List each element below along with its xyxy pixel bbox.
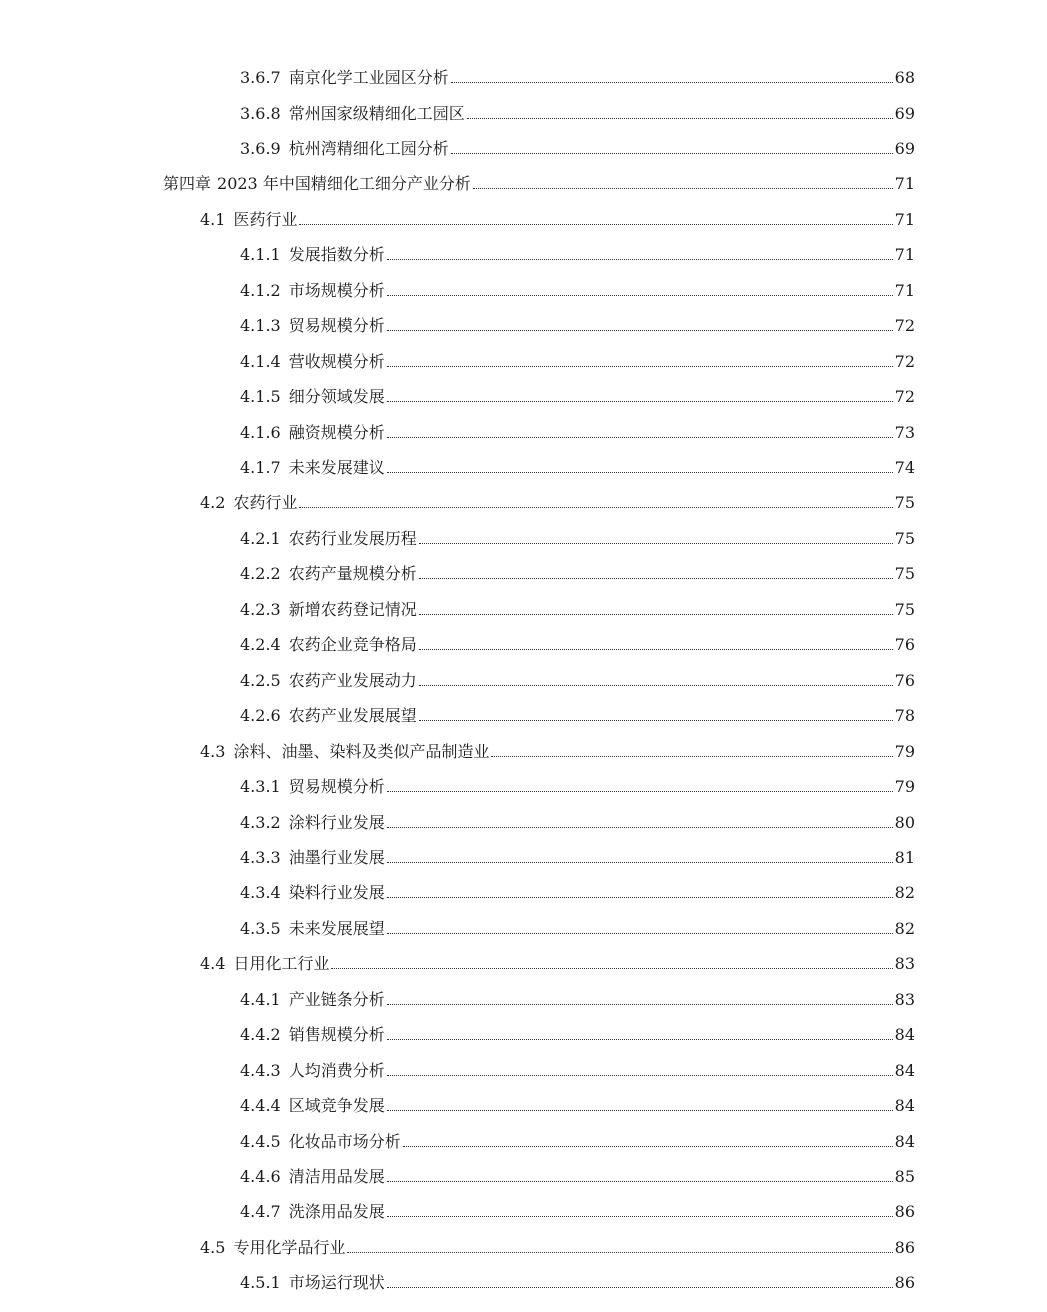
toc-entry-number: 4.3.1 [240,777,281,796]
toc-entry-title: 洗涤用品发展 [288,1202,385,1222]
toc-entry-title: 区域竞争发展 [288,1096,385,1116]
toc-entry-page: 75 [894,528,915,548]
toc-entry-number: 4.3 [200,741,226,761]
toc-entry-number: 4.1.3 [240,316,281,336]
dot-leader [387,897,893,898]
toc-entry-number: 4.1 [200,209,226,229]
toc-entry-title: 市场规模分析 [288,280,385,300]
toc-entry-number: 4.2.3 [240,599,281,619]
toc-entry-page: 79 [894,777,915,796]
toc-entry-number: 3.6.7 [240,68,281,87]
toc-entry-page: 75 [894,599,915,619]
toc-entry-page: 86 [894,1237,915,1257]
dot-leader [419,685,893,686]
toc-entry-page: 71 [894,280,915,300]
toc-entry-page: 69 [894,138,915,158]
toc-entry-number: 4.3.2 [240,812,281,832]
toc-entry-number: 第四章 [163,174,212,194]
toc-entry-title: 未来发展建议 [288,458,385,477]
toc-entry[interactable] [240,1051,915,1081]
toc-entry-number: 4.5 [200,1237,226,1257]
toc-entry-title: 贸易规模分析 [288,316,385,336]
toc-entry-page: 72 [894,351,915,371]
toc-entry-number: 4.5.1 [240,1273,281,1293]
dot-leader [419,614,893,615]
toc-entry-number: 4.2 [200,493,226,513]
toc-entry[interactable] [240,306,915,336]
toc-entry-title: 农药行业发展历程 [288,528,417,548]
toc-entry-page: 68 [894,68,915,87]
toc-entry-number: 4.4.7 [240,1202,281,1222]
toc-entry-page: 84 [894,1131,915,1151]
toc-entry-page: 82 [894,918,915,938]
toc-entry-page: 86 [894,1273,915,1293]
toc-entry-page: 78 [894,706,915,726]
toc-entry-page: 74 [894,458,915,477]
toc-entry-page: 81 [894,847,915,867]
toc-entry-number: 4.2.2 [240,564,281,584]
toc-entry[interactable] [240,661,915,691]
toc-entry-number: 4.4.1 [240,989,281,1009]
toc-entry-number: 4.3.5 [240,918,281,938]
toc-entry-number: 4.1.7 [240,458,281,477]
toc-entry-number: 4.4.3 [240,1060,281,1080]
toc-entry[interactable] [163,164,915,194]
toc-entry-page: 86 [894,1202,915,1222]
dot-leader [299,507,892,508]
toc-entry-page: 73 [894,422,915,442]
toc-entry[interactable] [240,696,915,726]
toc-entry[interactable] [200,944,915,974]
dot-leader [387,862,893,863]
toc-entry-title: 农药产业发展展望 [288,706,417,726]
toc-entry-number: 4.4.5 [240,1131,281,1151]
dot-leader [387,791,893,792]
toc-entry-number: 4.1.5 [240,387,281,407]
dot-leader [387,259,893,260]
toc-entry-page: 85 [894,1167,915,1186]
toc-entry-title: 贸易规模分析 [288,777,385,796]
toc-entry[interactable] [240,1015,915,1045]
toc-entry[interactable] [240,1192,915,1222]
toc-entry-page: 84 [894,1060,915,1080]
toc-entry-title: 常州国家级精细化工园区 [288,103,465,123]
dot-leader [331,968,892,969]
dot-leader [387,1075,893,1076]
toc-entry-number: 4.3.3 [240,847,281,867]
dot-leader [387,1216,893,1217]
dot-leader [403,1146,893,1147]
toc-entry[interactable] [240,767,915,797]
toc-entry-page: 75 [894,493,915,513]
toc-entry-page: 83 [894,954,915,974]
toc-entry-title: 化妆品市场分析 [288,1131,401,1151]
toc-entry[interactable] [240,271,915,301]
toc-entry-number: 4.2.4 [240,635,281,655]
toc-entry-title: 专用化学品行业 [233,1237,346,1257]
toc-entry-title: 营收规模分析 [288,351,385,371]
toc-entry[interactable] [240,235,915,265]
dot-leader [491,756,892,757]
toc-entry-title: 2023 年中国精细化工细分产业分析 [217,174,471,194]
toc-entry-title: 农药企业竞争格局 [288,635,417,655]
dot-leader [387,401,893,402]
toc-entry[interactable] [240,625,915,655]
toc-entry-number: 4.3.4 [240,883,281,903]
toc-entry-page: 84 [894,1025,915,1045]
toc-entry-title: 清洁用品发展 [288,1167,385,1186]
dot-leader [419,543,893,544]
toc-entry[interactable] [240,1263,915,1293]
toc-entry-title: 涂料、油墨、染料及类似产品制造业 [233,741,490,761]
toc-entry-page: 76 [894,670,915,690]
toc-entry-title: 未来发展展望 [288,918,385,938]
toc-entry-title: 发展指数分析 [288,245,385,265]
toc-entry-title: 新增农药登记情况 [288,599,417,619]
toc-entry[interactable] [240,413,915,443]
dot-leader [467,118,893,119]
toc-entry-number: 4.1.4 [240,351,281,371]
toc-entry[interactable] [240,554,915,584]
toc-entry-title: 染料行业发展 [288,883,385,903]
dot-leader [419,649,893,650]
toc-entry-number: 4.1.1 [240,245,281,265]
toc-entry-title: 日用化工行业 [233,954,330,974]
toc-entry-title: 农药行业 [233,493,298,513]
dot-leader [387,933,893,934]
toc-entry[interactable] [240,980,915,1010]
toc-entry-title: 市场运行现状 [288,1273,385,1293]
toc-entry-page: 71 [894,174,915,194]
toc-entry-page: 69 [894,103,915,123]
toc-entry-title: 杭州湾精细化工园分析 [288,138,449,158]
toc-entry[interactable] [200,1228,915,1258]
dot-leader [387,827,893,828]
toc-entry-title: 农药产量规模分析 [288,564,417,584]
dot-leader [387,1110,893,1111]
toc-entry[interactable] [240,873,915,903]
toc-entry-number: 4.1.2 [240,280,281,300]
dot-leader [387,295,893,296]
dot-leader [419,578,893,579]
toc-entry-title: 人均消费分析 [288,1060,385,1080]
dot-leader [387,1287,893,1288]
toc-entry[interactable] [240,838,915,868]
toc-entry-page: 72 [894,387,915,407]
toc-entry[interactable] [240,1086,915,1116]
toc-entry[interactable] [200,483,915,513]
dot-leader [387,1004,893,1005]
dot-leader [387,366,893,367]
toc-entry[interactable] [240,590,915,620]
toc-entry-number: 4.4.2 [240,1025,281,1045]
toc-entry[interactable] [240,58,915,88]
toc-entry[interactable] [240,129,915,159]
toc-entry-page: 79 [894,741,915,761]
toc-entry-title: 医药行业 [233,209,298,229]
toc-entry-title: 涂料行业发展 [288,812,385,832]
toc-entry[interactable] [240,1122,915,1152]
dot-leader [387,1039,893,1040]
toc-entry-number: 3.6.9 [240,138,281,158]
toc-entry-title: 油墨行业发展 [288,847,385,867]
toc-entry-title: 细分领域发展 [288,387,385,407]
dot-leader [387,330,893,331]
toc-entry-title: 融资规模分析 [288,422,385,442]
toc-entry-number: 4.2.6 [240,706,281,726]
toc-entry-page: 75 [894,564,915,584]
toc-entry-page: 71 [894,209,915,229]
toc-entry-page: 83 [894,989,915,1009]
toc-entry-page: 72 [894,316,915,336]
toc-entry[interactable] [240,94,915,124]
toc-entry-page: 82 [894,883,915,903]
dot-leader [473,188,893,189]
dot-leader [347,1252,892,1253]
toc-entry[interactable] [200,200,915,230]
toc-entry-number: 4.2.5 [240,670,281,690]
toc-entry-title: 销售规模分析 [288,1025,385,1045]
toc-entry-page: 84 [894,1096,915,1116]
toc-entry-page: 71 [894,245,915,265]
toc-entry-title: 南京化学工业园区分析 [288,68,449,87]
toc-entry[interactable] [240,909,915,939]
toc-entry[interactable] [240,519,915,549]
toc-entry-number: 4.1.6 [240,422,281,442]
toc-entry-title: 产业链条分析 [288,989,385,1009]
toc-entry[interactable] [240,1157,915,1187]
toc-entry-title: 农药产业发展动力 [288,670,417,690]
toc-entry[interactable] [240,377,915,407]
toc-entry-page: 80 [894,812,915,832]
dot-leader [387,437,893,438]
toc-entry[interactable] [200,732,915,762]
dot-leader [419,720,893,721]
dot-leader [299,224,892,225]
toc-entry-number: 4.2.1 [240,528,281,548]
dot-leader [451,82,893,83]
toc-entry-number: 3.6.8 [240,103,281,123]
toc-entry[interactable] [240,448,915,478]
dot-leader [451,153,893,154]
toc-entry-number: 4.4.4 [240,1096,281,1116]
toc-entry-number: 4.4 [200,954,226,974]
toc-entry-number: 4.4.6 [240,1167,281,1186]
toc-entry[interactable] [240,342,915,372]
dot-leader [387,1181,893,1182]
dot-leader [387,472,893,473]
toc-entry[interactable] [240,803,915,833]
toc-entry-page: 76 [894,635,915,655]
